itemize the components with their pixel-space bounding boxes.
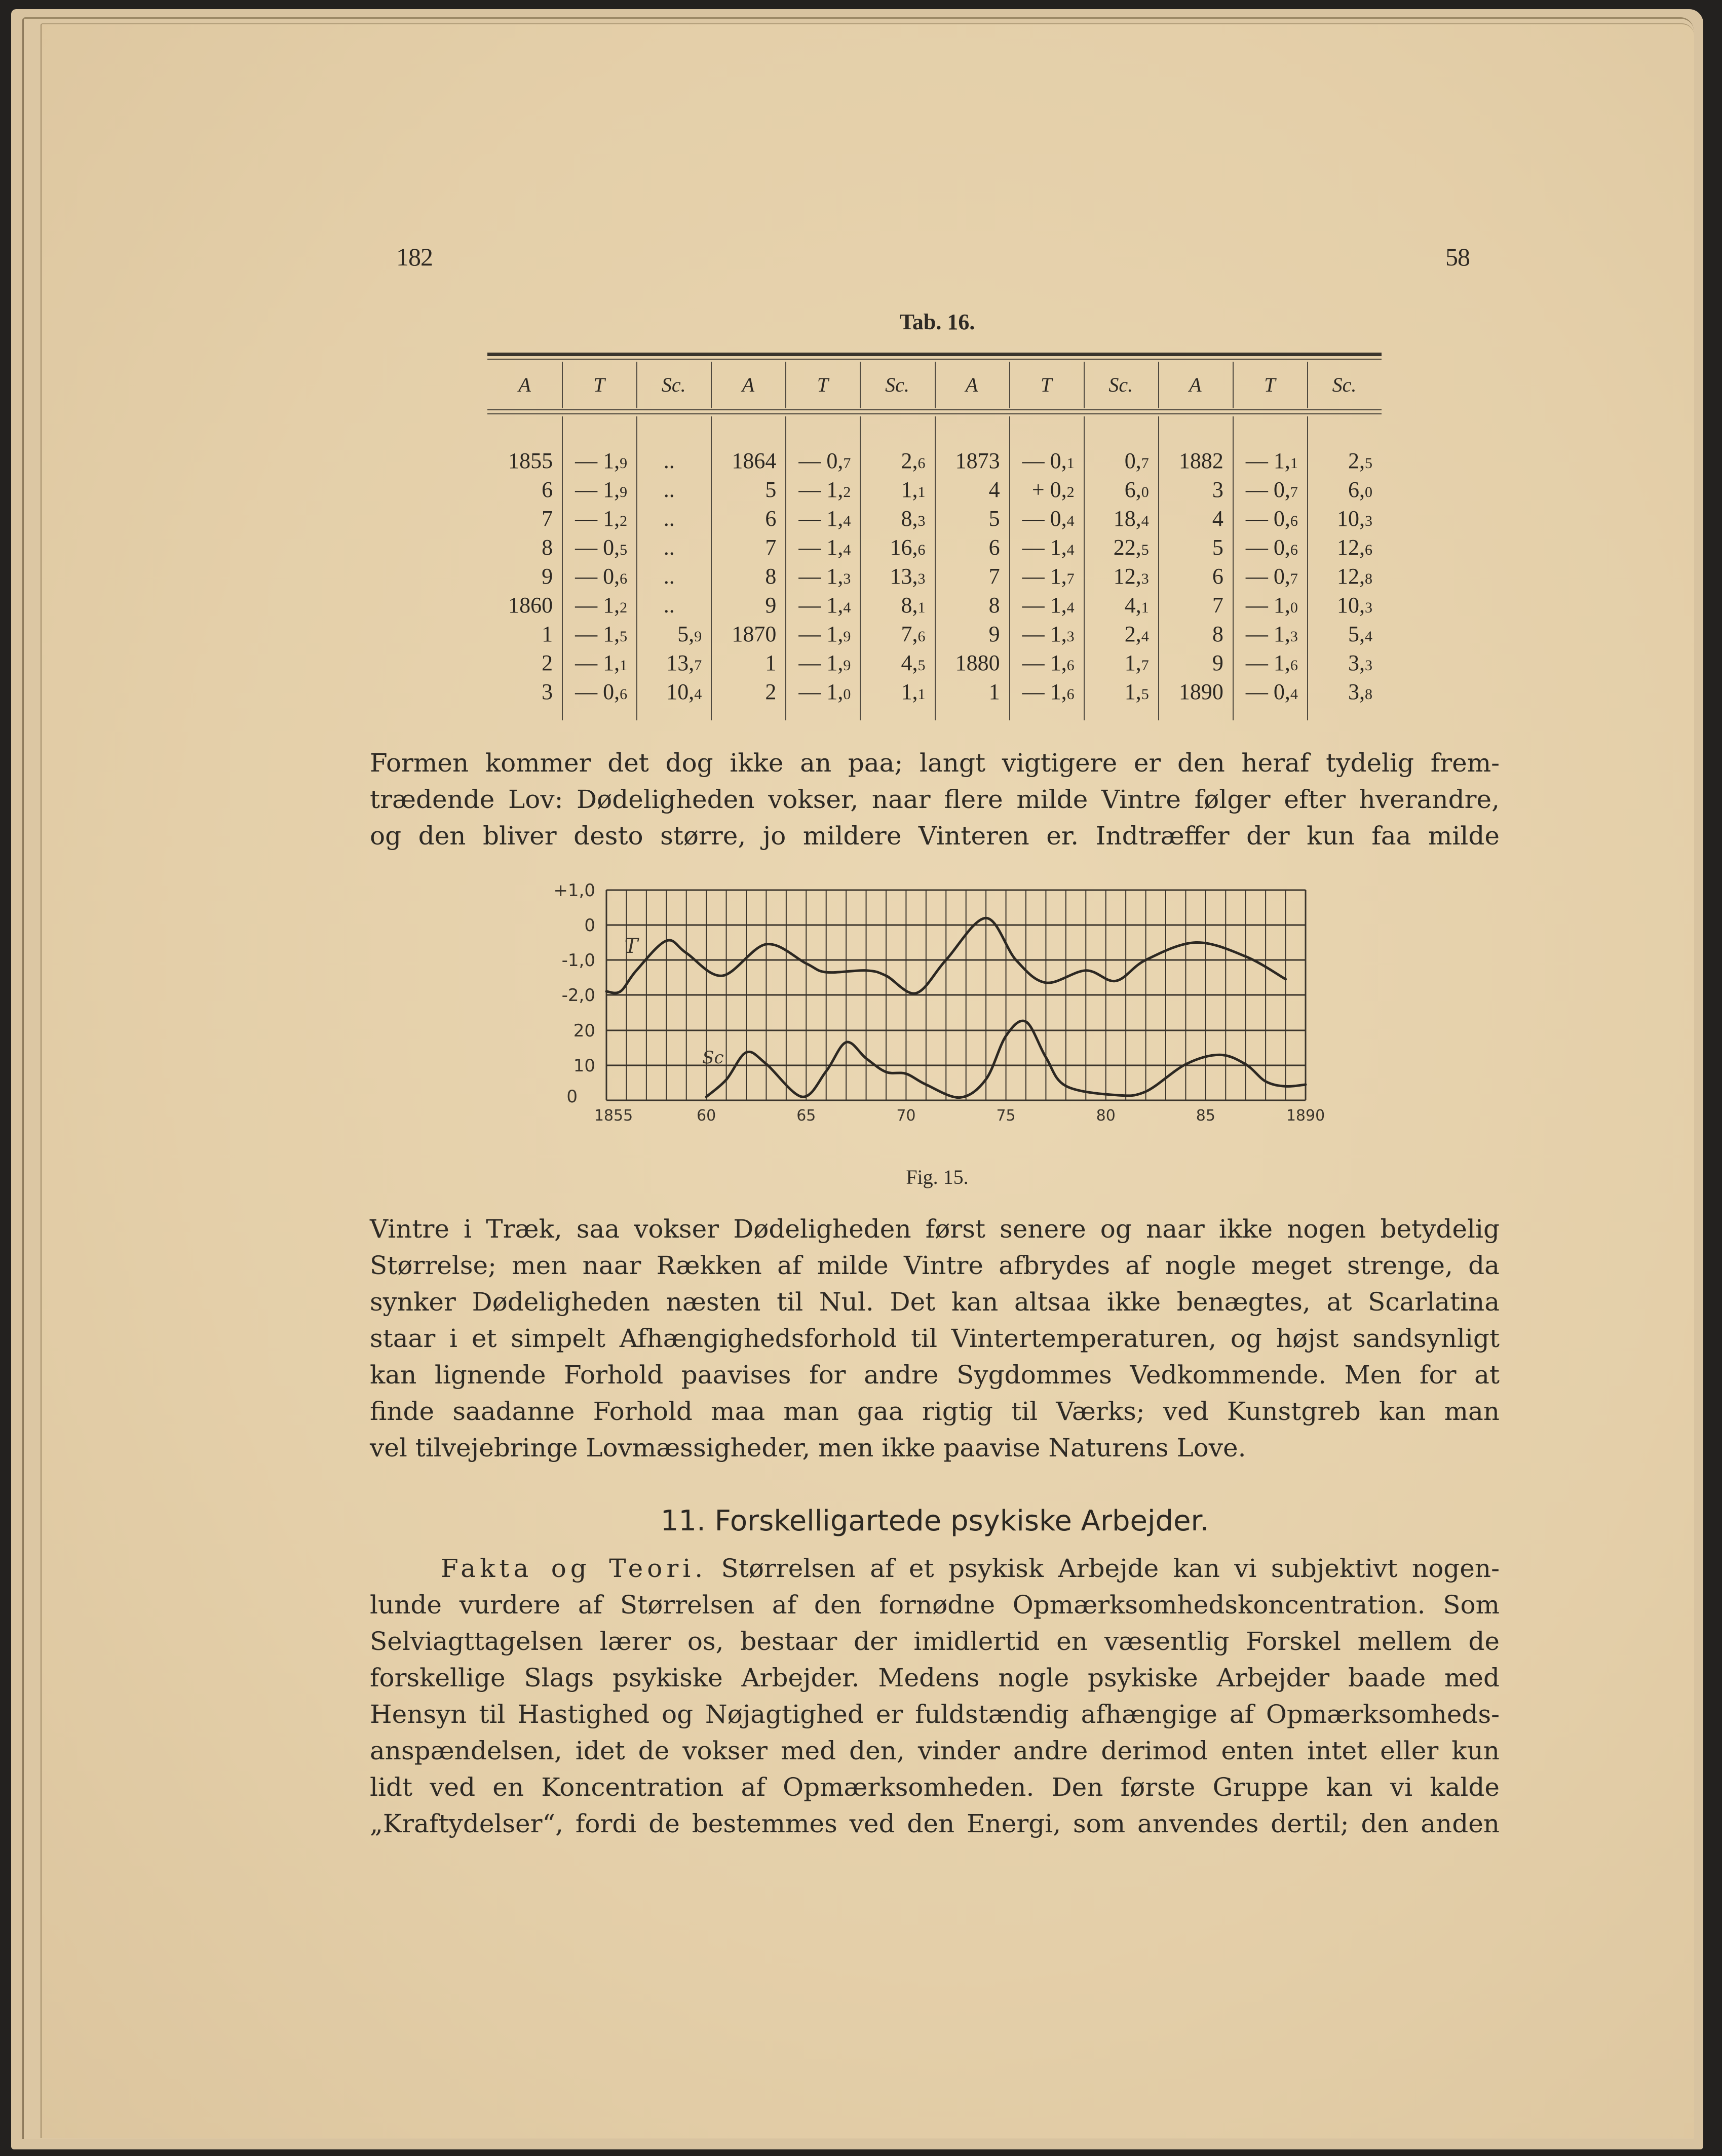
page-number-right: 58: [1445, 243, 1470, 271]
table-cell-t: — 1,3: [1022, 622, 1075, 646]
table-cell-a: 8: [542, 535, 553, 560]
table-cell-t: — 0,1: [1022, 448, 1075, 473]
text-line: staar i et simpelt Afhængighedsforhold til Vintertemperaturen, og højst sandsynligt: [370, 1324, 1500, 1353]
table-cell-sc: 1,5: [1124, 679, 1149, 704]
x-tick-label: 75: [996, 1107, 1016, 1125]
table-header-t: T: [817, 373, 828, 396]
table-header-sc: Sc.: [661, 373, 686, 396]
text-line: „Kraftydelser“, fordi de bestemmes ved den Energi, som anvendes dertil; den anden: [370, 1809, 1500, 1838]
table-cell-sc: 4,5: [901, 650, 926, 675]
table-cell-sc: 12,3: [1113, 564, 1149, 589]
table-cell-sc: ..: [663, 564, 675, 589]
table-cell-t: — 1,2: [798, 477, 851, 502]
text-line: trædende Lov: Dødeligheden vokser, naar flere milde Vintre følger efter hverandre,: [370, 785, 1500, 814]
table-cell-a: 7: [1212, 593, 1223, 618]
table-cell-sc: 10,3: [1336, 593, 1372, 618]
x-tick-label: 1855: [594, 1107, 633, 1125]
text-line: Hensyn til Hastighed og Nøjagtighed er fuldstændig afhængige af Opmærksomheds-: [370, 1700, 1500, 1729]
text-line: Vintre i Træk, saa vokser Dødeligheden først senere og naar ikke nogen betydelig: [370, 1214, 1500, 1244]
table-cell-a: 4: [988, 477, 1000, 502]
table-header-t: T: [593, 373, 605, 396]
table-cell-t: — 1,1: [575, 650, 628, 675]
table-cell-t: — 1,9: [575, 448, 628, 473]
table-cell-sc: 12,6: [1336, 535, 1372, 560]
table-cell-a: 8: [988, 593, 1000, 618]
table-cell-t: — 1,4: [798, 535, 851, 560]
table-cell-t: — 0,4: [1022, 506, 1075, 531]
table-cell-a: 7: [988, 564, 1000, 589]
x-axis-labels: [594, 1107, 1325, 1125]
table-header-a: A: [1189, 373, 1202, 396]
text-line: anspændelsen, idet de vokser med den, vinder andre derimod enten intet eller kun: [370, 1736, 1500, 1765]
table-cell-a: 1864: [732, 448, 777, 473]
table-cell-a: 1: [765, 650, 777, 675]
text-line: Selviagttagelsen lærer os, bestaar der imidlertid en væsentlig Forskel mellem de: [370, 1627, 1500, 1656]
table-cell-t: — 1,1: [1245, 448, 1298, 473]
y-tick-label: -1,0: [561, 950, 595, 971]
x-tick-label: 85: [1196, 1107, 1215, 1125]
table-cell-t: — 0,6: [575, 564, 628, 589]
table-cell-t: — 1,9: [575, 477, 628, 502]
table-cell-a: 2: [542, 650, 553, 675]
table-cell-a: 3: [1212, 477, 1223, 502]
table-cell-sc: ..: [663, 593, 675, 618]
y-tick-label: 0: [566, 1087, 578, 1107]
table-cell-t: — 1,4: [798, 506, 851, 531]
table-cell-t: — 1,6: [1245, 650, 1298, 675]
table-cell-sc: 5,4: [1348, 622, 1372, 646]
table-cell-sc: 12,8: [1336, 564, 1372, 589]
section-heading: 11. Forskelligartede psykiske Arbejder.: [660, 1505, 1209, 1537]
table-cell-t: — 1,4: [798, 593, 851, 618]
data-table: [487, 351, 1382, 725]
table-cell-sc: ..: [663, 477, 675, 502]
table-cell-t: — 1,0: [1245, 593, 1298, 618]
first-line-rest: Størrelsen af et psykisk Arbejde kan vi subjektivt nogen-: [721, 1554, 1500, 1583]
text-line: lunde vurdere af Størrelsen af den fornødne Opmærksomhedskoncentration. Som: [370, 1590, 1500, 1620]
table-cell-sc: 2,4: [1124, 622, 1149, 646]
table-cell-a: 1855: [508, 448, 553, 473]
table-cell-sc: ..: [663, 448, 675, 473]
table-header-a: A: [965, 373, 978, 396]
table-cell-a: 1: [988, 679, 1000, 704]
text-line: vel tilvejebringe Lovmæssigheder, men ikke paavise Naturens Love.: [370, 1433, 1246, 1462]
section-body: [370, 1550, 1500, 1842]
table-cell-t: — 1,4: [1022, 535, 1075, 560]
text-line-first: [370, 1550, 1500, 1587]
table-cell-sc: 8,1: [901, 593, 926, 618]
table-cell-a: 1: [542, 622, 553, 646]
figure-caption: Fig. 15.: [906, 1166, 969, 1188]
table-cell-a: 1860: [508, 593, 553, 618]
table-header-t: T: [1264, 373, 1276, 396]
text-line: Formen kommer det dog ikke an paa; langt vigtigere er den heraf tydelig frem-: [370, 748, 1500, 778]
table-header-sc: Sc.: [1332, 373, 1357, 396]
table-cell-sc: 5,9: [677, 622, 702, 646]
temperature-series-label: T: [624, 935, 638, 958]
table-cell-sc: 13,7: [666, 650, 702, 675]
table-header-a: A: [742, 373, 754, 396]
table-cell-a: 5: [1212, 535, 1223, 560]
table-cell-t: — 0,6: [1245, 535, 1298, 560]
y-tick-label: 20: [573, 1021, 595, 1041]
table-cell-a: 9: [1212, 650, 1223, 675]
table-cell-sc: 6,0: [1124, 477, 1149, 502]
table-cell-sc: 3,8: [1348, 679, 1372, 704]
table-cell-a: 7: [765, 535, 777, 560]
table-cell-sc: 10,4: [666, 679, 702, 704]
table-title: Tab. 16.: [899, 310, 975, 334]
table-cell-t: — 1,4: [1022, 593, 1075, 618]
y-tick-label: -2,0: [561, 985, 595, 1006]
table-cell-sc: 1,1: [901, 679, 926, 704]
y-tick-label: 10: [573, 1056, 595, 1076]
text-line: og den bliver desto større, jo mildere Vinteren er. Indtræffer der kun faa milde: [370, 821, 1500, 851]
table-cell-sc: 2,5: [1348, 448, 1372, 473]
table-cell-a: 6: [542, 477, 553, 502]
table-cell-a: 1880: [955, 650, 1000, 675]
table-cell-a: 6: [988, 535, 1000, 560]
table-cell-t: — 1,3: [1245, 622, 1298, 646]
table-cell-sc: 22,5: [1113, 535, 1149, 560]
table-cell-sc: 3,3: [1348, 650, 1372, 675]
table-cell-a: 4: [1212, 506, 1223, 531]
table-cell-t: — 1,2: [575, 506, 628, 531]
table-cell-sc: ..: [663, 506, 675, 531]
text-line: finde saadanne Forhold maa man gaa rigtig til Værks; ved Kunstgreb kan man: [370, 1397, 1500, 1426]
text-line: Størrelse; men naar Rækken af milde Vintre afbrydes af nogle meget strenge, da: [370, 1251, 1500, 1280]
table-cell-a: 3: [542, 679, 553, 704]
table-header-a: A: [518, 373, 531, 396]
table-header-sc: Sc.: [1108, 373, 1133, 396]
text-line: lidt ved en Koncentration af Opmærksomheden. Den første Gruppe kan vi kalde: [370, 1773, 1500, 1802]
paragraph-1: [370, 745, 1500, 854]
table-cell-a: 1870: [732, 622, 777, 646]
y-axis-labels: [553, 880, 595, 1107]
x-tick-label: 80: [1096, 1107, 1116, 1125]
table-cell-sc: 1,7: [1124, 650, 1149, 675]
table-cell-t: — 1,6: [1022, 650, 1075, 675]
table-cell-sc: 0,7: [1124, 448, 1149, 473]
table-cell-t: — 0,7: [1245, 564, 1298, 589]
table-cell-a: 9: [988, 622, 1000, 646]
lead-in: Fakta og Teori.: [441, 1554, 707, 1583]
y-tick-label: +1,0: [553, 880, 595, 901]
table-header-rule: [487, 409, 1382, 410]
text-line: kan lignende Forhold paavises for andre Sygdommes Vedkommende. Men for at: [370, 1360, 1500, 1390]
table-cell-t: — 0,4: [1245, 679, 1298, 704]
table-header-t: T: [1040, 373, 1052, 396]
table-cell-a: 8: [1212, 622, 1223, 646]
table-cell-a: 2: [765, 679, 777, 704]
table-cell-t: — 1,6: [1022, 679, 1075, 704]
table-cell-a: 5: [988, 506, 1000, 531]
table-cell-a: 5: [765, 477, 777, 502]
table-cell-sc: ..: [663, 535, 675, 560]
table-cell-t: + 0,2: [1031, 477, 1075, 502]
table-header-sc: Sc.: [885, 373, 909, 396]
table-cell-a: 9: [765, 593, 777, 618]
table-cell-t: — 1,3: [798, 564, 851, 589]
table-cell-a: 6: [1212, 564, 1223, 589]
x-tick-label: 65: [796, 1107, 816, 1125]
table-cell-t: — 1,5: [575, 622, 628, 646]
table-cell-a: 1890: [1178, 679, 1223, 704]
x-tick-label: 70: [896, 1107, 916, 1125]
x-tick-label: 1890: [1286, 1107, 1325, 1125]
table-cell-t: — 1,9: [798, 622, 851, 646]
table-cell-sc: 1,1: [901, 477, 926, 502]
table-cell-t: — 0,6: [575, 679, 628, 704]
table-cell-a: 1873: [955, 448, 1000, 473]
table-cell-a: 8: [765, 564, 777, 589]
table-cell-sc: 8,3: [901, 506, 926, 531]
table-top-rule-thin: [487, 359, 1382, 360]
x-tick-label: 60: [697, 1107, 716, 1125]
table-cell-a: 6: [765, 506, 777, 531]
table-cell-t: — 1,7: [1022, 564, 1075, 589]
table-cell-sc: 10,3: [1336, 506, 1372, 531]
text-line: synker Dødeligheden næsten til Nul. Det kan altsaa ikke benægtes, at Scarlatina: [370, 1287, 1500, 1317]
table-cell-sc: 13,3: [890, 564, 926, 589]
table-cell-sc: 4,1: [1124, 593, 1149, 618]
table-cell-t: — 1,2: [575, 593, 628, 618]
table-cell-a: 9: [542, 564, 553, 589]
table-cell-sc: 6,0: [1348, 477, 1372, 502]
table-top-rule: [487, 353, 1382, 356]
table-cell-t: — 0,5: [575, 535, 628, 560]
table-cell-sc: 7,6: [901, 622, 926, 646]
scarlatina-series-label: Sc: [702, 1047, 724, 1068]
y-tick-label: 0: [584, 915, 595, 936]
table-cell-t: — 0,6: [1245, 506, 1298, 531]
table-cell-sc: 16,6: [890, 535, 926, 560]
paragraph-2: [370, 1211, 1500, 1466]
page-number-left: 182: [396, 243, 433, 271]
table-cell-a: 1882: [1178, 448, 1223, 473]
table-cell-sc: 2,6: [901, 448, 926, 473]
table-cell-t: — 0,7: [1245, 477, 1298, 502]
figure-15-chart: [547, 871, 1337, 1165]
table-header-rule-2: [487, 413, 1382, 414]
table-cell-a: 7: [542, 506, 553, 531]
table-cell-t: — 1,0: [798, 679, 851, 704]
text-line: forskellige Slags psykiske Arbejder. Medens nogle psykiske Arbejder baade med: [370, 1663, 1500, 1692]
chart-grid: [606, 890, 1306, 1100]
table-cell-t: — 1,9: [798, 650, 851, 675]
table-cell-t: — 0,7: [798, 448, 851, 473]
table-cell-sc: 18,4: [1113, 506, 1149, 531]
